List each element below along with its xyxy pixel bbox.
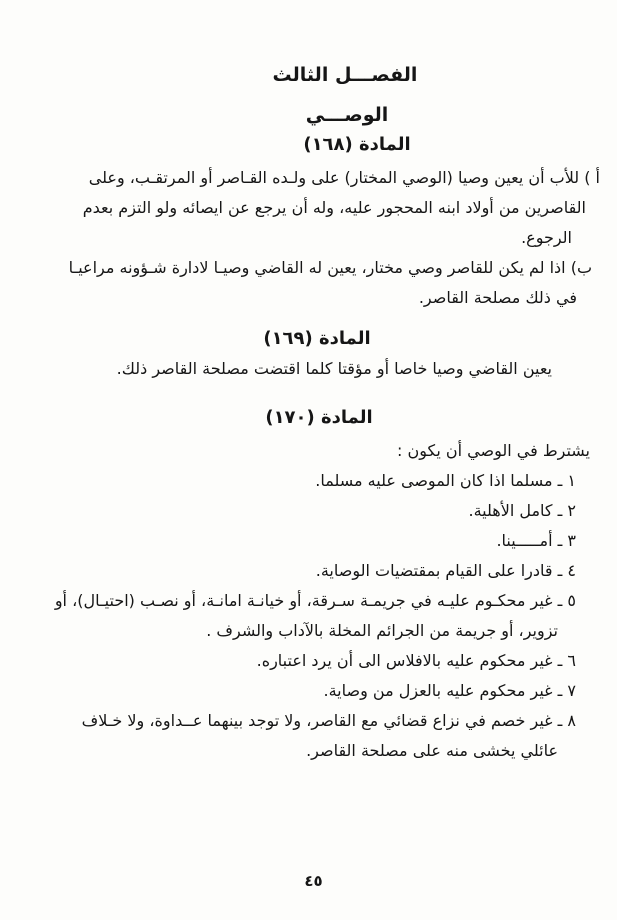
clause-a-line: الرجوع. (521, 228, 572, 247)
page-number: ٤٥ (304, 872, 323, 890)
article-169-heading: المادة (١٦٩) (263, 328, 371, 349)
chapter-heading: الفصـــل الثالث (272, 64, 418, 86)
list-item: ٧ ـ غير محكوم عليه بالعزل من وصاية. (323, 681, 576, 700)
list-item: ٥ ـ غير محكـوم عليـه في جريمـة سـرقة، أو خيانـة امانـة، أو نصـب (احتيـال)، أو (54, 591, 576, 610)
article-170-heading: المادة (١٧٠) (265, 407, 373, 428)
list-item-continuation: عائلي يخشى منه على مصلحة القاصر. (306, 741, 558, 760)
clause-b-line: في ذلك مصلحة القاصر. (418, 288, 577, 307)
list-item: ٣ ـ أمـــــينا. (496, 531, 576, 550)
list-item: ٦ ـ غير محكوم عليه بالافلاس الى أن يرد اعتباره. (256, 651, 576, 670)
list-item: ٨ ـ غير خصم في نزاع قضائي مع القاصر، ولا توجد بينهما عــداوة، ولا خـلاف (81, 711, 576, 730)
article-168-clause-a (44, 163, 600, 253)
clause-a-line: القاصرين من أولاد ابنه المحجور عليه، وله أن يرجع عن ايصائه ولو التزم بعدم (82, 198, 586, 217)
article-170-intro: يشترط في الوصي أن يكون : (397, 441, 590, 460)
section-title: الوصـــي (305, 104, 389, 126)
list-item: ٤ ـ قادرا على القيام بمقتضيات الوصاية. (315, 561, 576, 580)
clause-a-line: أ ) للأب أن يعين وصيا (الوصي المختار) على ولـده القـاصر أو المرتقـب، وعلى (88, 168, 600, 187)
list-item: ١ ـ مسلما اذا كان الموصى عليه مسلما. (315, 471, 576, 490)
clause-b-line: ب) اذا لم يكن للقاصر وصي مختار، يعين له القاضي وصيـا لادارة شـؤونه مراعيـا (68, 258, 592, 277)
article-168-heading: المادة (١٦٨) (303, 134, 411, 155)
article-169-body: يعين القاضي وصيا خاصا أو مؤقتا كلما اقتضت مصلحة القاصر ذلك. (116, 359, 552, 378)
text-block (44, 62, 600, 766)
article-170-conditions-list (44, 466, 600, 766)
list-item-continuation: تزوير، أو جريمة من الجرائم المخلة بالآداب والشرف . (206, 621, 558, 640)
list-item: ٢ ـ كامل الأهلية. (468, 501, 576, 520)
article-168-clause-b (44, 253, 600, 313)
